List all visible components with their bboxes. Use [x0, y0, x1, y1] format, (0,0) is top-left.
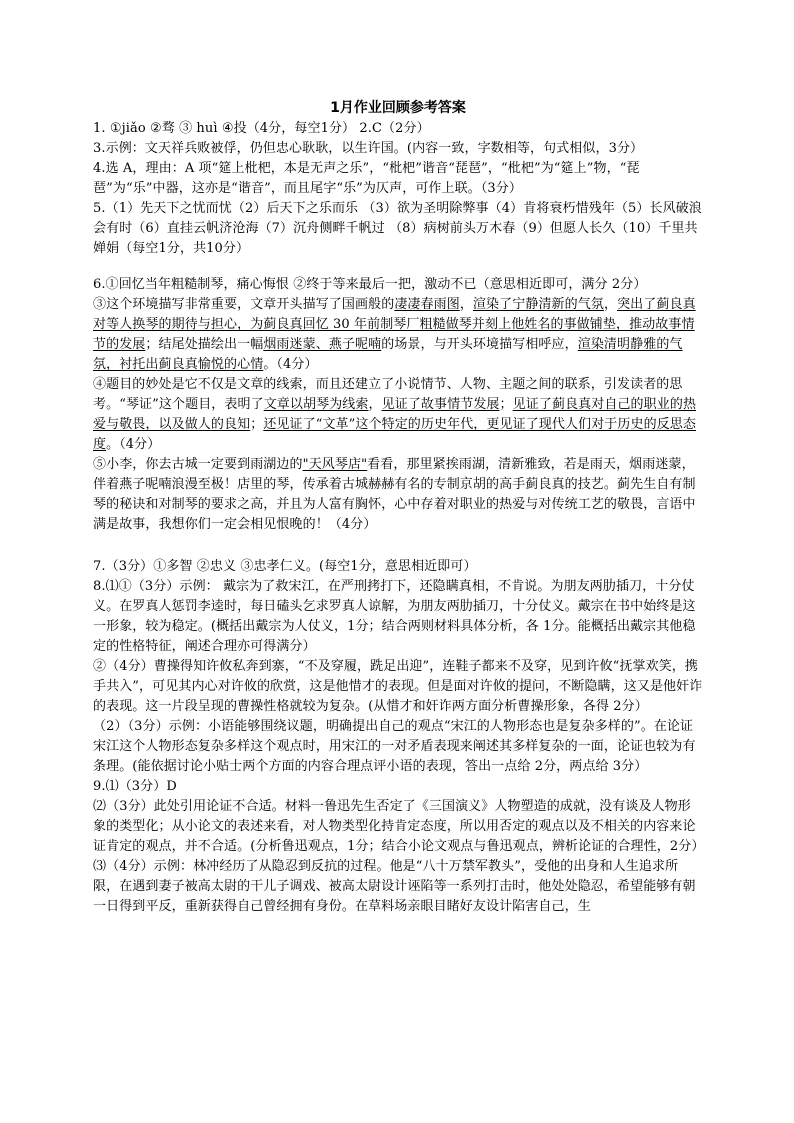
text: ⑤小李，你去古城一定要到雨湖边的	[93, 457, 303, 472]
answer-q3: 3.示例：文天祥兵败被俘，仍但忠心耿耿，以生许国。(内容一致，字数相等，句式相似，3分）	[93, 141, 644, 156]
answer-q1-q2: 1. ①jiǎo ②骛 ③ huì ④投（4分，每空1分） 2.C（2分）	[93, 121, 430, 136]
answer-q7: 7.（3分）①多智 ②忠义 ③忠孝仁义。(每空1分，意思相近即可）	[93, 559, 477, 574]
answer-q6-part3	[93, 295, 703, 375]
answer-q9-3: ⑶（4分）示例：林冲经历了从隐忍到反抗的过程。他是“八十万禁军教头”，受他的出身和人生追求所限，在遇到妻子被高太尉的干儿子调戏、被高太尉设计诬陷等一系列打击时，他处处隐忍，希望能够有朝一日得到平反，重新获得自己曾经拥有身份。在草料场亲眼目睹好友设计陷害自己，生	[93, 859, 696, 914]
spacer	[93, 259, 703, 275]
answer-q8-2: ②（4分）曹操得知许攸私奔到寨，“不及穿履，跣足出迎”，连鞋子都来不及穿，见到许攸“抚掌欢笑，携手共入”，可见其内心对许攸的欣赏，这是他惜才的表现。但是面对许攸的提问，不断隐瞒，这又是他奸诈的表现。这一片段呈现的曹操性格就较为复杂。(从惜才和奸诈两方面分析曹操形象，各得 2分）	[93, 659, 703, 714]
text: ，	[603, 297, 618, 312]
text: 。（4分）	[263, 357, 318, 372]
underlined-text: 文章以胡琴为线索	[263, 397, 369, 412]
underlined-text: 渲染了宁静清新的气氛	[472, 297, 604, 312]
answer-q9-2: ⑵（3分）此处引用论证不合适。材料一鲁迅先生否定了《三国演义》人物塑造的成就，没有谈及人物形象的类型化；从小论文的表述来看，对人物类型化持肯定态度，所以用否定的观点以及不相关的内容来论证肯定的观点，并不合适。(分析鲁迅观点，1分；结合小论文观点与鲁迅观点，辨析论证的合理性，2分）	[93, 799, 705, 854]
underlined-text: 见证了故事情节发展	[381, 397, 500, 412]
answer-q4: 4.选 A，理由：A 项“筵上枇杷，本是无声之乐”，“枇杷”谐音“琵琶”，“枇杷”为“筵上”物，“琵琶”为“乐”中器，这亦是“谐音”，而且尾字“乐”为仄声，可作上联。（3分）	[93, 161, 640, 196]
text: ；	[250, 417, 264, 432]
text: ，	[459, 297, 473, 312]
underlined-text: 凄凄春雨图	[394, 297, 460, 312]
text: ④题目的妙处是它不仅是文章的线索，而且还建立了小说情节、人物、主题之间的联系，引发读者的思考。“琴证”这个题目，表明了	[93, 377, 683, 412]
page-title: 1月作业回顾参考答案	[330, 100, 466, 116]
text: ；结尾处描绘出一幅	[145, 337, 264, 352]
text: ③这个环境描写非常重要，文章开头描写了国画般的	[93, 297, 395, 312]
answer-document	[93, 98, 703, 917]
text: ；	[499, 397, 513, 412]
answer-q8-3: （2）（3分）示例：小语能够围绕议题，明确提出自己的观点“宋江的人物形态也是复杂多样的”。在论证宋江这个人物形态复杂多样这个观点时，用宋江的一对矛盾表现来阐述其多样复杂的一面，论证也较为有条理。(能依据讨论小贴士两个方面的内容合理点评小语的表现，答出一点给 2分，两点给 3分）	[93, 719, 696, 774]
answer-q8-1: 8.⑴①（3分）示例： 戴宗为了救宋江，在严刑拷打下，还隐瞒真相，不肯说。为朋友两肋插刀，十分仗义。在罗真人惩罚李逵时，每日磕头乞求罗真人谅解，为朋友两肋插刀，十分仗义。戴宗在书中始终是这一形象，较为稳定。(概括出戴宗为人仗义，1分；结合两则材料具体分析，各 1分。能概括出戴宗其他稳定的性格特征，阐述合理亦可得满分）	[93, 579, 696, 654]
answer-q6-part1: 6.①回忆当年粗糙制琴，痛心悔恨 ②终于等来最后一把，激动不已（意思相近即可，满分 2分）	[93, 277, 647, 292]
text: 。（4分）	[106, 437, 161, 452]
underlined-text: 渲染清明静雅的气氛，衬托出蓟良真愉悦的心情	[93, 337, 683, 372]
underlined-text: 烟雨迷蒙、燕子呢喃	[263, 337, 382, 352]
underlined-text: "天风琴店"	[302, 457, 368, 472]
text: 看看，那里紧挨雨湖，清新雅致，若是雨天，烟雨迷蒙，伴着燕子呢喃浪漫至极！店里的琴，传承着古城赫赫有名的专制京胡的高手蓟良真的技艺。蓟先生自有制琴的秘诀和对制琴的要求之高，并且为人富有胸怀，心中存着对职业的热爱与对传统工艺的敬畏，言语中满是故事，我想你们一定会相见恨晚的！（4分）	[93, 457, 696, 532]
spacer	[93, 535, 703, 557]
text: ，	[368, 397, 382, 412]
underlined-text: 还见证了“文革”这个特定的历史年代，更见证了现代人们对于历史的反思态度	[93, 417, 697, 452]
answer-q9-1: 9.⑴（3分）D	[93, 779, 177, 794]
answer-q6-part4	[93, 375, 703, 455]
answer-q5: 5.（1）先天下之忧而忧（2）后天下之乐而乐 （3）欲为圣明除弊事（4）肯将衰朽惜残年（5）长风破浪会有时（6）直挂云帆济沧海（7）沉舟侧畔千帆过 （8）病树前头万木春（9）但愿人长久（10）千里共婵娟（每空1分，共10分）	[93, 201, 702, 256]
underlined-text: 见证了蓟良真对自己的职业的热爱与敬畏，以及做人的良知	[93, 397, 697, 432]
text: 的场景，与开头环境描写相呼应，	[381, 337, 578, 352]
underlined-text: 突出了蓟良真对等人换琴的期待与担心，为蓟良真回忆 30 年前制琴厂粗糙做琴并刻上他姓名的事做铺垫，推动故事情节的发展	[93, 297, 696, 352]
answer-q6-part5	[93, 455, 703, 535]
